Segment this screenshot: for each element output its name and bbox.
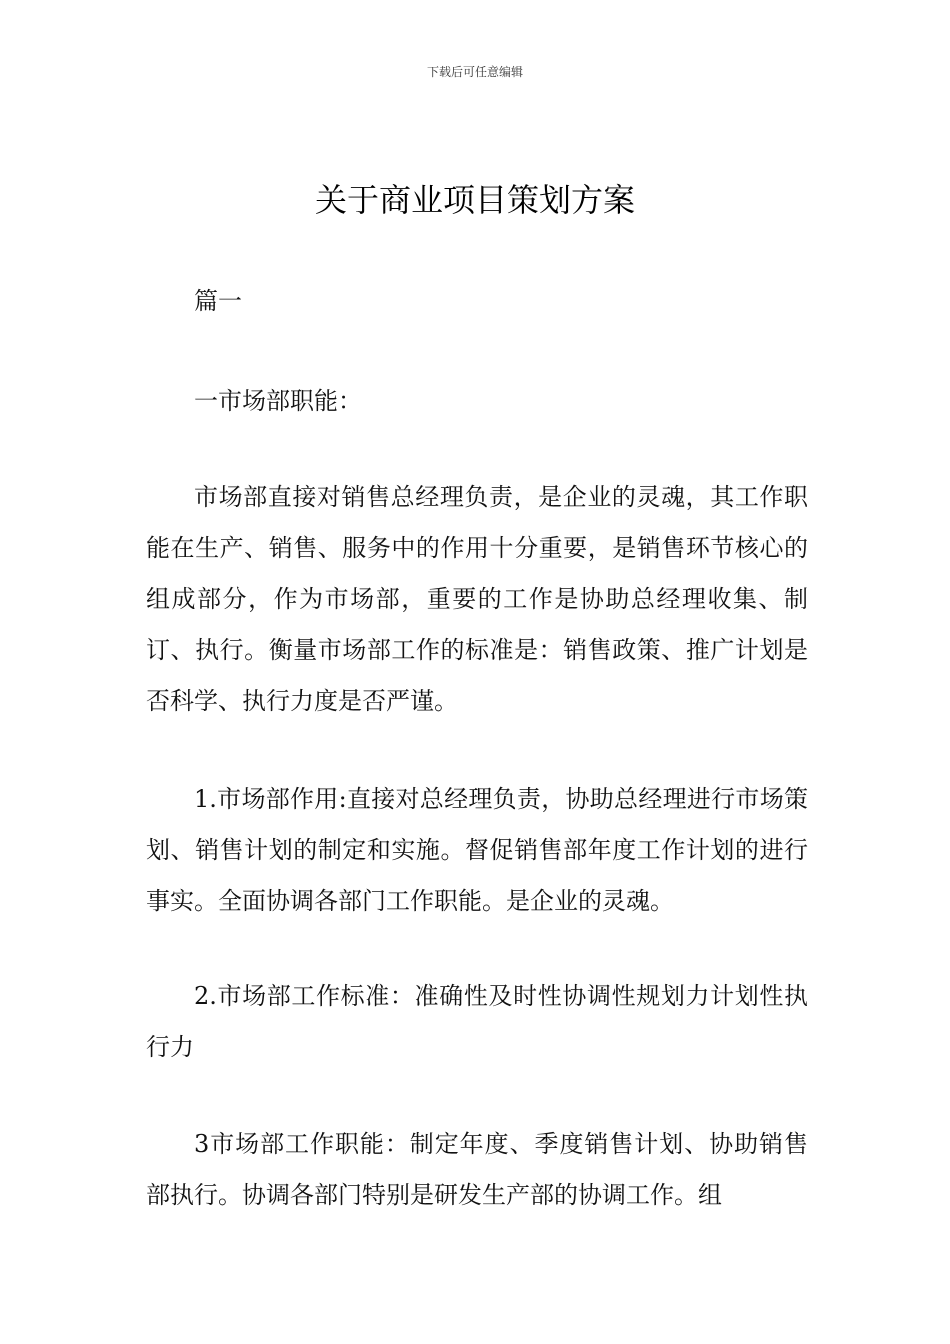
body-paragraph: 2.市场部工作标准：准确性及时性协调性规划力计划性执行力 [146, 982, 808, 1061]
body-paragraph: 市场部直接对销售总经理负责，是企业的灵魂，其工作职能在生产、销售、服务中的作用十分重要，是销售环节核心的组成部分，作为市场部，重要的工作是协助总经理收集、制订、执行。衡量市场部工作的标准是：销售政策、推广计划是否科学、执行力度是否严谨。 [146, 483, 808, 715]
body-paragraph: 1.市场部作用:直接对总经理负责，协助总经理进行市场策划、销售计划的制定和实施。督促销售部年度工作计划的进行事实。全面协调各部门工作职能。是企业的灵魂。 [146, 785, 808, 915]
section-label: 篇一 [194, 287, 242, 315]
body-paragraph: 3市场部工作职能：制定年度、季度销售计划、协助销售部执行。协调各部门特别是研发生产部的协调工作。组 [146, 1130, 808, 1209]
section-heading: 一市场部职能： [194, 387, 362, 415]
document-title: 关于商业项目策划方案 [314, 181, 635, 219]
header-note: 下载后可任意编辑 [426, 65, 523, 79]
